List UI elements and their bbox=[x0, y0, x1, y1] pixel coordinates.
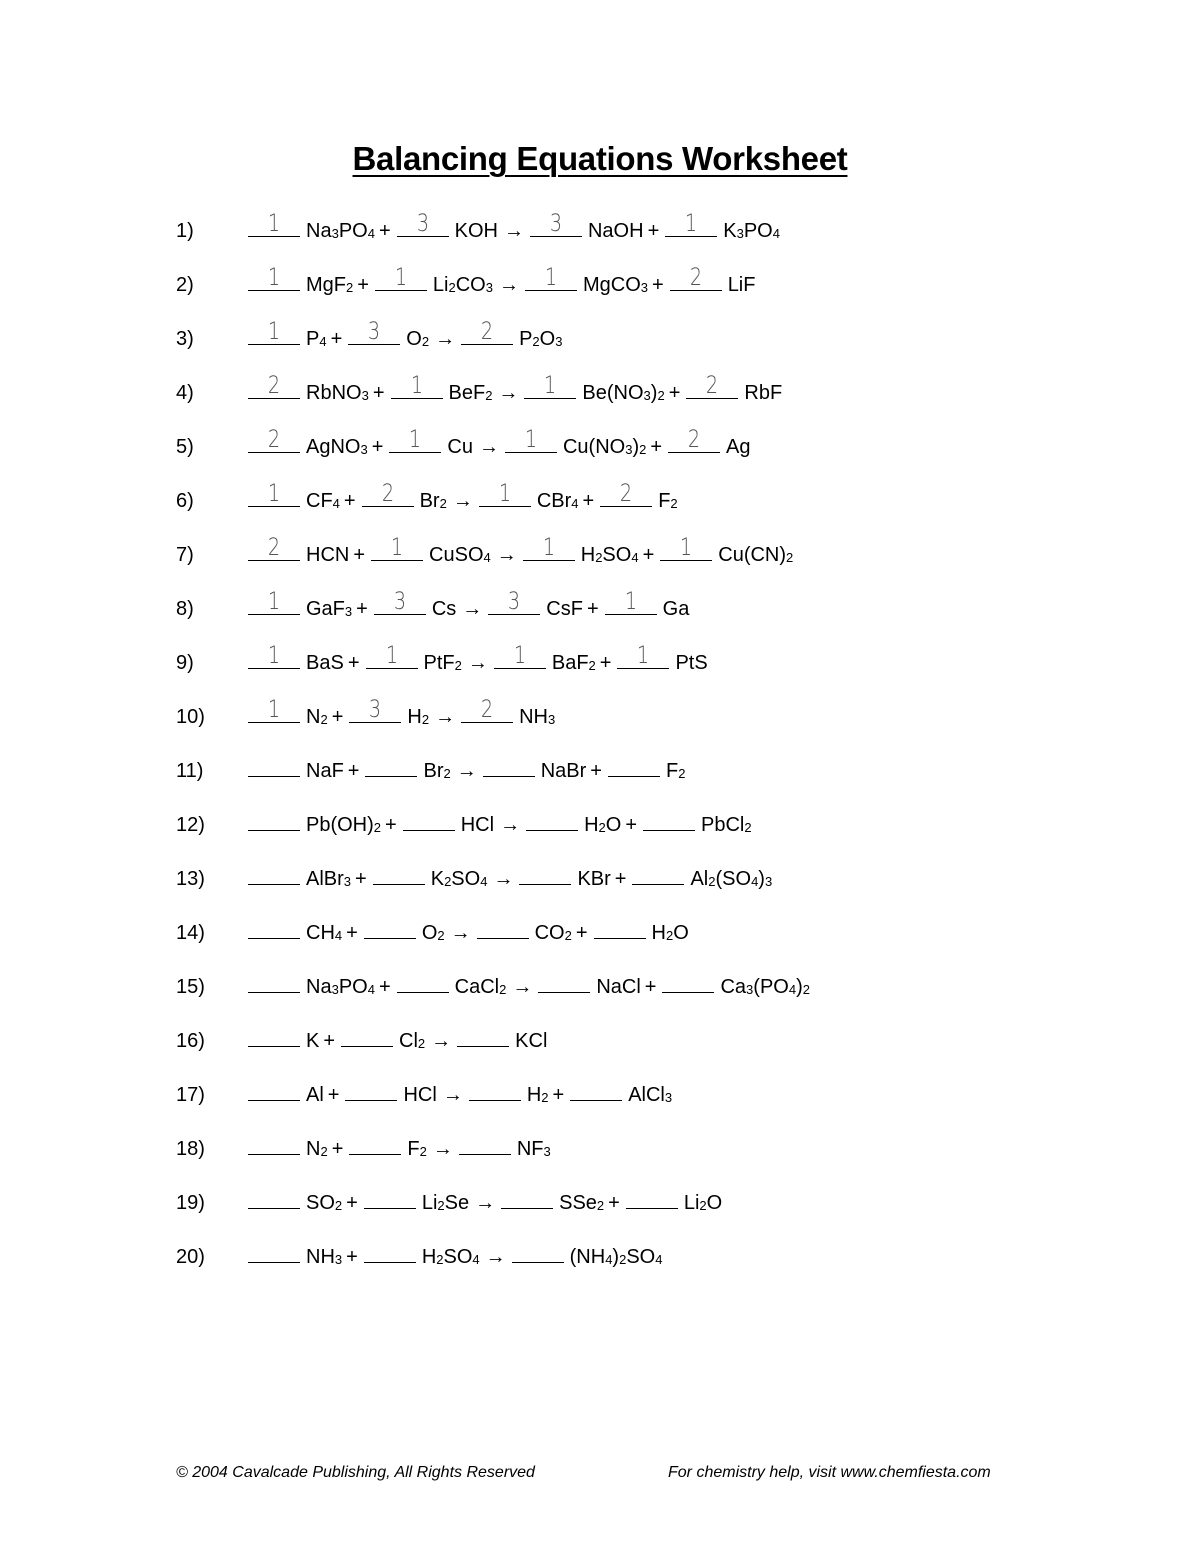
coefficient-blank[interactable] bbox=[570, 1078, 622, 1101]
coefficient-answer: 1 bbox=[542, 533, 555, 561]
reaction-arrow-icon: → bbox=[462, 598, 483, 620]
coefficient-blank[interactable] bbox=[526, 808, 578, 831]
coefficient-answer: 3 bbox=[393, 587, 406, 615]
plus-sign: + bbox=[356, 598, 368, 620]
coefficient-blank[interactable] bbox=[248, 695, 300, 723]
coefficient-blank[interactable] bbox=[341, 1024, 393, 1047]
equation-number: 5) bbox=[176, 436, 194, 458]
coefficient-answer: 1 bbox=[267, 263, 281, 291]
coefficient-blank[interactable] bbox=[626, 1186, 678, 1209]
coefficient-blank[interactable] bbox=[345, 1078, 397, 1101]
equation-row bbox=[176, 970, 810, 1006]
coefficient-answer: 2 bbox=[381, 479, 394, 507]
reaction-arrow-icon: → bbox=[435, 706, 456, 728]
chemical-formula: $H_2O$ bbox=[584, 814, 622, 836]
coefficient-blank[interactable] bbox=[662, 970, 714, 993]
coefficient-blank[interactable] bbox=[461, 317, 513, 345]
chemical-formula: $Ca_3(PO_4)_2$ bbox=[720, 976, 810, 998]
equation-number: 16) bbox=[176, 1030, 205, 1052]
chemical-formula: KCl bbox=[515, 1030, 548, 1052]
chemical-formula: $N_2$ bbox=[306, 1138, 328, 1160]
equation-number: 3) bbox=[176, 328, 194, 350]
coefficient-blank[interactable] bbox=[668, 425, 720, 453]
coefficient-answer: 2 bbox=[267, 533, 281, 561]
coefficient-blank[interactable] bbox=[483, 754, 535, 777]
chemical-formula: $Al_2(SO_4)_3$ bbox=[690, 868, 773, 890]
chemical-formula: PtS bbox=[675, 652, 708, 674]
coefficient-blank[interactable] bbox=[248, 263, 300, 291]
plus-sign: + bbox=[323, 1030, 336, 1052]
plus-sign: + bbox=[330, 328, 343, 350]
equation-row bbox=[176, 317, 563, 358]
chemical-formula: $K_3PO_4$ bbox=[723, 220, 780, 242]
chemical-formula: $Li_2CO_3$ bbox=[432, 274, 493, 296]
chemical-formula: $H_2SO_4$ bbox=[421, 1246, 480, 1268]
chemical-formula: K bbox=[306, 1030, 320, 1052]
chemical-formula: MgF$_2$ bbox=[306, 274, 354, 296]
coefficient-blank[interactable] bbox=[248, 317, 300, 345]
chemical-formula: CBr$_4$ bbox=[536, 490, 579, 512]
equation-row bbox=[176, 425, 751, 466]
chemical-formula: KBr bbox=[577, 868, 611, 890]
chemical-formula: RbNO$_3$ bbox=[306, 382, 369, 404]
plus-sign: + bbox=[385, 814, 397, 836]
coefficient-answer: 1 bbox=[267, 479, 281, 507]
coefficient-answer: 2 bbox=[480, 695, 494, 723]
coefficient-blank[interactable] bbox=[686, 371, 738, 399]
coefficient-blank[interactable] bbox=[248, 1186, 300, 1209]
coefficient-answer: 1 bbox=[385, 641, 398, 669]
coefficient-blank[interactable] bbox=[248, 754, 300, 777]
coefficient-blank[interactable] bbox=[365, 754, 417, 777]
chemical-formula: $P_2O_3$ bbox=[519, 328, 563, 350]
plus-sign: + bbox=[331, 1138, 344, 1160]
coefficient-blank[interactable] bbox=[600, 479, 652, 507]
coefficient-answer: 1 bbox=[513, 641, 526, 669]
equation-row bbox=[176, 263, 756, 304]
plus-sign: + bbox=[647, 220, 660, 242]
coefficient-answer: 1 bbox=[267, 695, 281, 723]
coefficient-answer: 2 bbox=[267, 371, 281, 399]
chemical-formula: $Cu(NO_3)_2$ bbox=[562, 436, 647, 458]
coefficient-answer: 1 bbox=[267, 587, 281, 615]
reaction-arrow-icon: → bbox=[498, 382, 519, 404]
footer-help-link: For chemistry help, visit www.chemfiesta.com bbox=[668, 1464, 991, 1481]
chemical-formula: $NH_3$ bbox=[519, 706, 556, 728]
plus-sign: + bbox=[372, 382, 385, 404]
chemical-formula: BaF$_2$ bbox=[551, 652, 596, 674]
plus-sign: + bbox=[625, 814, 637, 836]
reaction-arrow-icon: → bbox=[442, 1084, 463, 1106]
plus-sign: + bbox=[575, 922, 588, 944]
chemical-formula: MgCO$_3$ bbox=[582, 274, 648, 296]
coefficient-answer: 2 bbox=[689, 263, 702, 291]
coefficient-answer: 1 bbox=[390, 533, 404, 561]
equation-number: 12) bbox=[176, 814, 205, 836]
coefficient-blank[interactable] bbox=[364, 1186, 416, 1209]
equation-row bbox=[176, 1132, 551, 1168]
reaction-arrow-icon: → bbox=[478, 436, 499, 458]
chemical-formula: $NF_3$ bbox=[516, 1138, 551, 1160]
equation-number: 7) bbox=[176, 544, 194, 566]
coefficient-blank[interactable] bbox=[364, 916, 416, 939]
equation-number: 19) bbox=[176, 1192, 205, 1214]
coefficient-blank[interactable] bbox=[389, 425, 441, 453]
coefficient-blank[interactable] bbox=[505, 425, 557, 453]
chemical-formula: $CO_2$ bbox=[534, 922, 572, 944]
equation-row bbox=[176, 808, 752, 844]
coefficient-answer: 2 bbox=[706, 371, 719, 399]
coefficient-blank[interactable] bbox=[457, 1024, 509, 1047]
reaction-arrow-icon: → bbox=[450, 922, 471, 944]
chemical-formula: $Li_2Se$ bbox=[421, 1192, 470, 1214]
coefficient-answer: 1 bbox=[267, 209, 281, 237]
coefficient-answer: 1 bbox=[524, 425, 538, 453]
coefficient-blank[interactable] bbox=[403, 808, 455, 831]
reaction-arrow-icon: → bbox=[435, 328, 456, 350]
reaction-arrow-icon: → bbox=[500, 814, 521, 836]
coefficient-blank[interactable] bbox=[617, 641, 669, 669]
equation-number: 20) bbox=[176, 1246, 205, 1268]
coefficient-blank[interactable] bbox=[469, 1078, 521, 1101]
coefficient-blank[interactable] bbox=[525, 263, 577, 291]
coefficient-answer: 2 bbox=[687, 425, 701, 453]
coefficient-blank[interactable] bbox=[248, 371, 300, 399]
coefficient-blank[interactable] bbox=[362, 479, 414, 507]
reaction-arrow-icon: → bbox=[503, 220, 524, 242]
plus-sign: + bbox=[552, 1084, 565, 1106]
equation-number: 2) bbox=[176, 274, 194, 296]
coefficient-blank[interactable] bbox=[248, 808, 300, 831]
coefficient-blank[interactable] bbox=[364, 1240, 416, 1263]
chemical-formula: $H_2$ bbox=[526, 1084, 549, 1106]
chemical-formula: KOH bbox=[454, 220, 498, 242]
equation-number: 1) bbox=[176, 220, 194, 242]
chemical-formula: $P_4$ bbox=[306, 328, 327, 350]
coefficient-blank[interactable] bbox=[248, 1024, 300, 1047]
coefficient-blank[interactable] bbox=[512, 1240, 564, 1263]
reaction-arrow-icon: → bbox=[496, 544, 517, 566]
chemical-formula: AlCl$_3$ bbox=[628, 1084, 673, 1106]
plus-sign: + bbox=[644, 976, 657, 998]
coefficient-blank[interactable] bbox=[501, 1186, 553, 1209]
reaction-arrow-icon: → bbox=[498, 274, 519, 296]
coefficient-blank[interactable] bbox=[391, 371, 443, 399]
chemical-formula: $O_2$ bbox=[406, 328, 430, 350]
plus-sign: + bbox=[378, 220, 391, 242]
equation-number: 6) bbox=[176, 490, 194, 512]
coefficient-answer: 1 bbox=[409, 425, 422, 453]
chemical-formula: $H_2$ bbox=[407, 706, 430, 728]
chemical-formula: NaOH bbox=[587, 220, 644, 242]
coefficient-blank[interactable] bbox=[632, 862, 684, 885]
coefficient-answer: 2 bbox=[267, 425, 281, 453]
chemical-formula: $(NH_4)_2SO_4$ bbox=[569, 1246, 663, 1268]
plus-sign: + bbox=[347, 652, 360, 674]
plus-sign: + bbox=[355, 868, 367, 890]
equation-row bbox=[176, 695, 556, 736]
coefficient-answer: 1 bbox=[680, 533, 693, 561]
plus-sign: + bbox=[343, 490, 356, 512]
coefficient-blank[interactable] bbox=[660, 533, 712, 561]
chemical-formula: $Cl_2$ bbox=[399, 1030, 426, 1052]
plus-sign: + bbox=[353, 544, 366, 566]
coefficient-answer: 1 bbox=[685, 209, 698, 237]
plus-sign: + bbox=[650, 436, 663, 458]
chemical-formula: CuSO$_4$ bbox=[429, 544, 491, 566]
reaction-arrow-icon: → bbox=[475, 1192, 496, 1214]
reaction-arrow-icon: → bbox=[456, 760, 477, 782]
coefficient-blank[interactable] bbox=[479, 479, 531, 507]
coefficient-blank[interactable] bbox=[459, 1132, 511, 1155]
equation-number: 11) bbox=[176, 760, 204, 782]
plus-sign: + bbox=[652, 274, 664, 296]
chemical-formula: $CH_4$ bbox=[306, 922, 343, 944]
chemical-formula: AgNO$_3$ bbox=[306, 436, 368, 458]
chemical-formula: HCN bbox=[306, 544, 350, 566]
coefficient-blank[interactable] bbox=[366, 641, 418, 669]
chemical-formula: NaF bbox=[306, 760, 344, 782]
coefficient-answer: 3 bbox=[508, 587, 521, 615]
plus-sign: + bbox=[346, 922, 358, 944]
equation-number: 8) bbox=[176, 598, 194, 620]
plus-sign: + bbox=[327, 1084, 340, 1106]
coefficient-blank[interactable] bbox=[397, 970, 449, 993]
chemical-formula: $Be(NO_3)_2$ bbox=[582, 382, 665, 404]
coefficient-blank[interactable] bbox=[538, 970, 590, 993]
chemical-formula: HCl bbox=[403, 1084, 437, 1106]
equation-row bbox=[176, 1078, 672, 1114]
equation-number: 14) bbox=[176, 922, 205, 944]
chemical-formula: $O_2$ bbox=[421, 922, 445, 944]
equation-number: 17) bbox=[176, 1084, 205, 1106]
equation-row bbox=[176, 641, 708, 682]
equation-row bbox=[176, 1024, 547, 1060]
coefficient-blank[interactable] bbox=[248, 209, 300, 237]
plus-sign: + bbox=[378, 976, 391, 998]
coefficient-answer: 2 bbox=[480, 317, 494, 345]
coefficient-answer: 3 bbox=[549, 209, 563, 237]
equation-row bbox=[176, 754, 685, 790]
chemical-formula: $Na_3PO_4$ bbox=[306, 220, 375, 242]
equation-row bbox=[176, 209, 780, 250]
coefficient-answer: 1 bbox=[544, 371, 557, 399]
chemical-formula: CsF bbox=[546, 598, 583, 620]
chemical-formula: Cu bbox=[447, 436, 473, 458]
chemical-formula: $F_2$ bbox=[658, 490, 678, 512]
chemical-formula: $CF_4$ bbox=[306, 490, 340, 512]
reaction-arrow-icon: → bbox=[512, 976, 533, 998]
chemical-formula: $N_2$ bbox=[306, 706, 328, 728]
coefficient-answer: 1 bbox=[267, 317, 281, 345]
equation-row bbox=[176, 587, 690, 628]
coefficient-blank[interactable] bbox=[397, 209, 449, 237]
plus-sign: + bbox=[346, 1246, 358, 1268]
chemical-formula: $Br_2$ bbox=[419, 490, 447, 512]
equation-number: 9) bbox=[176, 652, 194, 674]
reaction-arrow-icon: → bbox=[485, 1246, 506, 1268]
equation-row bbox=[176, 479, 678, 520]
chemical-formula: $Br_2$ bbox=[423, 760, 451, 782]
reaction-arrow-icon: → bbox=[431, 1030, 452, 1052]
coefficient-answer: 3 bbox=[416, 209, 429, 237]
plus-sign: + bbox=[586, 598, 599, 620]
coefficient-blank[interactable] bbox=[608, 754, 660, 777]
coefficient-blank[interactable] bbox=[519, 862, 571, 885]
chemical-formula: Ga bbox=[662, 598, 690, 620]
plus-sign: + bbox=[331, 706, 344, 728]
chemical-formula: HCl bbox=[460, 814, 495, 836]
coefficient-answer: 1 bbox=[624, 587, 637, 615]
plus-sign: + bbox=[642, 544, 655, 566]
chemical-formula: $Li_2O$ bbox=[683, 1192, 723, 1214]
chemical-formula: $SO_2$ bbox=[306, 1192, 343, 1214]
equation-row bbox=[176, 1240, 662, 1276]
plus-sign: + bbox=[599, 652, 612, 674]
coefficient-blank[interactable] bbox=[348, 317, 400, 345]
coefficient-answer: 3 bbox=[368, 317, 381, 345]
coefficient-blank[interactable] bbox=[494, 641, 546, 669]
coefficient-blank[interactable] bbox=[665, 209, 717, 237]
coefficient-blank[interactable] bbox=[248, 862, 300, 885]
coefficient-blank[interactable] bbox=[248, 587, 300, 615]
chemical-formula: $Cu(CN)_2$ bbox=[718, 544, 794, 566]
coefficient-blank[interactable] bbox=[374, 587, 426, 615]
chemical-formula: SSe$_2$ bbox=[559, 1192, 605, 1214]
coefficient-blank[interactable] bbox=[349, 1132, 401, 1155]
reaction-arrow-icon: → bbox=[452, 490, 473, 512]
coefficient-blank[interactable] bbox=[373, 862, 425, 885]
coefficient-blank[interactable] bbox=[523, 533, 575, 561]
equation-row bbox=[176, 533, 794, 574]
chemical-formula: $F_2$ bbox=[407, 1138, 427, 1160]
reaction-arrow-icon: → bbox=[493, 868, 514, 890]
plus-sign: + bbox=[614, 868, 627, 890]
chemical-formula: Ag bbox=[726, 436, 751, 458]
equation-number: 4) bbox=[176, 382, 194, 404]
coefficient-blank[interactable] bbox=[461, 695, 513, 723]
coefficient-blank[interactable] bbox=[248, 970, 300, 993]
chemical-formula: PtF$_2$ bbox=[423, 652, 462, 674]
coefficient-blank[interactable] bbox=[605, 587, 657, 615]
chemical-formula: NaCl bbox=[596, 976, 641, 998]
coefficient-answer: 1 bbox=[544, 263, 558, 291]
coefficient-blank[interactable] bbox=[594, 916, 646, 939]
plus-sign: + bbox=[582, 490, 595, 512]
coefficient-blank[interactable] bbox=[248, 425, 300, 453]
plus-sign: + bbox=[347, 760, 360, 782]
equation-number: 18) bbox=[176, 1138, 205, 1160]
coefficient-blank[interactable] bbox=[248, 1240, 300, 1263]
coefficient-blank[interactable] bbox=[371, 533, 423, 561]
equation-number: 15) bbox=[176, 976, 205, 998]
plus-sign: + bbox=[346, 1192, 358, 1214]
coefficient-blank[interactable] bbox=[248, 1078, 300, 1101]
chemical-formula: GaF$_3$ bbox=[306, 598, 353, 620]
plus-sign: + bbox=[590, 760, 602, 782]
coefficient-blank[interactable] bbox=[477, 916, 529, 939]
chemical-formula: Al bbox=[306, 1084, 324, 1106]
chemical-formula: AlBr$_3$ bbox=[306, 868, 352, 890]
chemical-formula: $H_2SO_4$ bbox=[580, 544, 639, 566]
coefficient-blank[interactable] bbox=[248, 479, 300, 507]
chemical-formula: BeF$_2$ bbox=[448, 382, 493, 404]
chemical-formula: NaBr bbox=[540, 760, 587, 782]
coefficient-answer: 1 bbox=[637, 641, 650, 669]
reaction-arrow-icon: → bbox=[432, 1138, 453, 1160]
equation-number: 13) bbox=[176, 868, 205, 890]
coefficient-answer: 1 bbox=[267, 641, 281, 669]
page-title: Balancing Equations Worksheet bbox=[352, 140, 848, 177]
plus-sign: + bbox=[608, 1192, 620, 1214]
equation-row bbox=[176, 371, 783, 412]
coefficient-blank[interactable] bbox=[488, 587, 540, 615]
chemical-formula: CaCl$_2$ bbox=[454, 976, 507, 998]
footer-copyright: © 2004 Cavalcade Publishing, All Rights Reserved bbox=[176, 1464, 535, 1481]
coefficient-blank[interactable] bbox=[248, 641, 300, 669]
coefficient-blank[interactable] bbox=[375, 263, 427, 291]
coefficient-answer: 1 bbox=[410, 371, 423, 399]
coefficient-answer: 1 bbox=[394, 263, 408, 291]
chemical-formula: Cs bbox=[431, 598, 457, 620]
coefficient-blank[interactable] bbox=[524, 371, 576, 399]
chemical-formula: LiF bbox=[727, 274, 756, 296]
chemical-formula: $F_2$ bbox=[665, 760, 686, 782]
chemical-formula: BaS bbox=[306, 652, 344, 674]
equation-row bbox=[176, 1186, 722, 1222]
coefficient-blank[interactable] bbox=[670, 263, 722, 291]
plus-sign: + bbox=[357, 274, 369, 296]
coefficient-blank[interactable] bbox=[248, 533, 300, 561]
plus-sign: + bbox=[371, 436, 384, 458]
chemical-formula: $Na_3PO_4$ bbox=[306, 976, 375, 998]
coefficient-blank[interactable] bbox=[349, 695, 401, 723]
equation-row bbox=[176, 916, 689, 952]
chemical-formula: $NH_3$ bbox=[306, 1246, 343, 1268]
chemical-formula: PbCl$_2$ bbox=[701, 814, 752, 836]
coefficient-answer: 3 bbox=[369, 695, 382, 723]
chemical-formula: $K_2SO_4$ bbox=[430, 868, 488, 890]
coefficient-blank[interactable] bbox=[643, 808, 695, 831]
coefficient-blank[interactable] bbox=[248, 916, 300, 939]
chemical-formula: RbF bbox=[744, 382, 783, 404]
coefficient-blank[interactable] bbox=[248, 1132, 300, 1155]
coefficient-blank[interactable] bbox=[530, 209, 582, 237]
reaction-arrow-icon: → bbox=[467, 652, 488, 674]
coefficient-answer: 2 bbox=[620, 479, 633, 507]
coefficient-answer: 1 bbox=[498, 479, 511, 507]
chemical-formula: $H_2O$ bbox=[651, 922, 689, 944]
equation-row bbox=[176, 862, 772, 898]
plus-sign: + bbox=[668, 382, 681, 404]
chemical-formula: $Pb(OH)_2$ bbox=[306, 814, 382, 836]
equation-number: 10) bbox=[176, 706, 205, 728]
